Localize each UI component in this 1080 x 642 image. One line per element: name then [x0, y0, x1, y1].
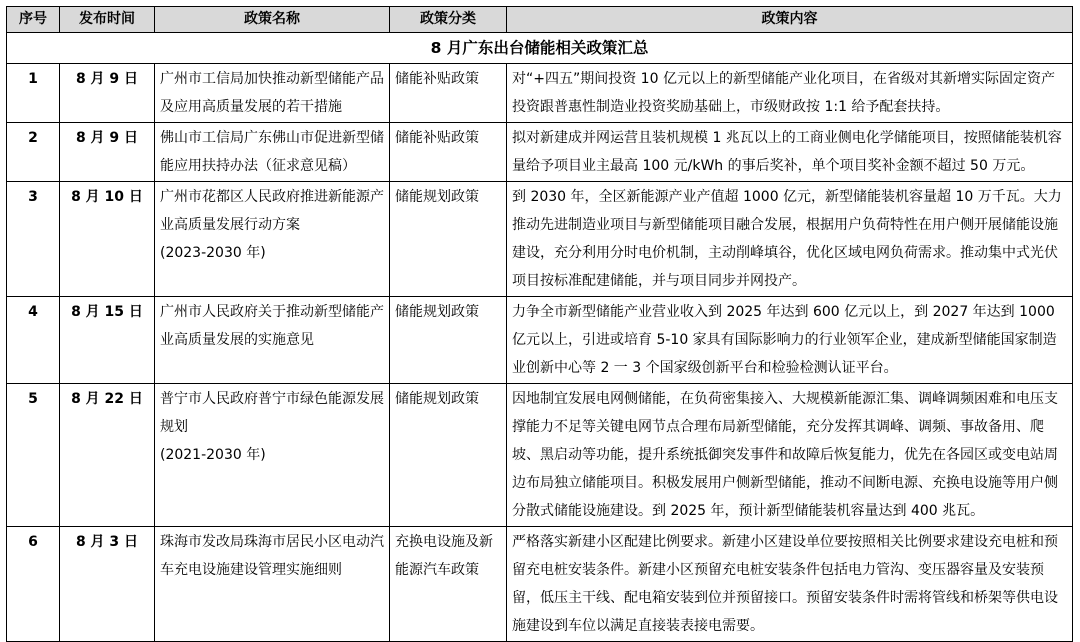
row-no: 1 [7, 64, 60, 123]
row-category: 储能补贴政策 [390, 64, 507, 123]
row-content: 对“+四五”期间投资 10 亿元以上的新型储能产业化项目，在省级对其新增实际固定资产投资跟普惠性制造业投资奖励基础上，市级财政按 1:1 给予配套扶持。 [507, 64, 1073, 123]
row-date: 8 月 22 日 [60, 384, 155, 527]
table-row [7, 182, 1073, 297]
row-content: 因地制宜发展电网侧储能，在负荷密集接入、大规模新能源汇集、调峰调频困难和电压支撑能力不足等关键电网节点合理布局新型储能，充分发挥其调峰、调频、事故备用、爬坡、黑启动等功能，提升系统抵御突发事件和故障后恢复能力，优先在各园区或变电站周边布局独立储能项目。积极发展用户侧新型储能，推动不间断电源、充换电设施等用户侧分散式储能设施建设。到 2025 年，预计新型储能装机容量达到 400 兆瓦。 [507, 384, 1073, 527]
header-name: 政策名称 [155, 7, 390, 33]
row-name [155, 297, 390, 384]
table-row [7, 384, 1073, 527]
row-name-line: 佛山市工信局广东佛山市促进新型储能应用扶持办法（征求意见稿） [160, 130, 384, 174]
title-row [7, 33, 1073, 64]
row-content: 到 2030 年，全区新能源产业产值超 1000 亿元，新型储能装机容量超 10 万千瓦。大力推动先进制造业项目与新型储能项目融合发展，根据用户负荷特性在用户侧开展储能设施建设，充分利用分时电价机制，主动削峰填谷，优化区域电网负荷需求。推动集中式光伏项目按标准配建储能，并与项目同步并网投产。 [507, 182, 1073, 297]
header-date: 发布时间 [60, 7, 155, 33]
row-name-line: 普宁市人民政府普宁市绿色能源发展规划 [160, 391, 384, 435]
row-no: 3 [7, 182, 60, 297]
row-date: 8 月 15 日 [60, 297, 155, 384]
row-name [155, 527, 390, 642]
row-name-years: (2023-2030 年) [160, 245, 266, 261]
row-category: 储能规划政策 [390, 297, 507, 384]
row-name-line: 广州市工信局加快推动新型储能产品及应用高质量发展的若干措施 [160, 71, 384, 115]
policy-table-container [6, 6, 1072, 642]
row-name-years: (2021-2030 年) [160, 447, 266, 463]
row-no: 5 [7, 384, 60, 527]
row-date: 8 月 9 日 [60, 64, 155, 123]
row-no: 2 [7, 123, 60, 182]
row-date: 8 月 3 日 [60, 527, 155, 642]
table-row [7, 527, 1073, 642]
row-name [155, 64, 390, 123]
row-name-line: 广州市花都区人民政府推进新能源产业高质量发展行动方案 [160, 189, 384, 233]
policy-table [6, 6, 1073, 642]
row-content: 拟对新建成并网运营且装机规模 1 兆瓦以上的工商业侧电化学储能项目，按照储能装机容量给予项目业主最高 100 元/kWh 的事后奖补，单个项目奖补金额不超过 50 万元。 [507, 123, 1073, 182]
row-name-line: 珠海市发改局珠海市居民小区电动汽车充电设施建设管理实施细则 [160, 534, 384, 578]
row-content: 严格落实新建小区配建比例要求。新建小区建设单位要按照相关比例要求建设充电桩和预留充电桩安装条件。新建小区预留充电桩安装条件包括电力管沟、变压器容量及安装预留，低压主干线、配电箱安装到位并预留接口。预留安装条件时需将管线和桥架等供电设施建设到车位以满足直接装表接电需要。 [507, 527, 1073, 642]
row-no: 6 [7, 527, 60, 642]
row-category: 储能规划政策 [390, 182, 507, 297]
row-category: 充换电设施及新能源汽车政策 [390, 527, 507, 642]
row-name [155, 182, 390, 297]
table-row [7, 64, 1073, 123]
row-date: 8 月 10 日 [60, 182, 155, 297]
row-date: 8 月 9 日 [60, 123, 155, 182]
row-name-line: 广州市人民政府关于推动新型储能产业高质量发展的实施意见 [160, 304, 384, 348]
table-row [7, 297, 1073, 384]
header-content: 政策内容 [507, 7, 1073, 33]
row-category: 储能补贴政策 [390, 123, 507, 182]
row-no: 4 [7, 297, 60, 384]
row-category: 储能规划政策 [390, 384, 507, 527]
table-row [7, 123, 1073, 182]
table-title: 8 月广东出台储能相关政策汇总 [7, 33, 1073, 64]
row-name [155, 384, 390, 527]
header-no: 序号 [7, 7, 60, 33]
row-content: 力争全市新型储能产业营业收入到 2025 年达到 600 亿元以上，到 2027 年达到 1000 亿元以上，引进或培育 5-10 家具有国际影响力的行业领军企业，建成新型储能国家制造业创新中心等 2 一 3 个国家级创新平台和检验检测认证平台。 [507, 297, 1073, 384]
row-name [155, 123, 390, 182]
header-row [7, 7, 1073, 33]
header-category: 政策分类 [390, 7, 507, 33]
